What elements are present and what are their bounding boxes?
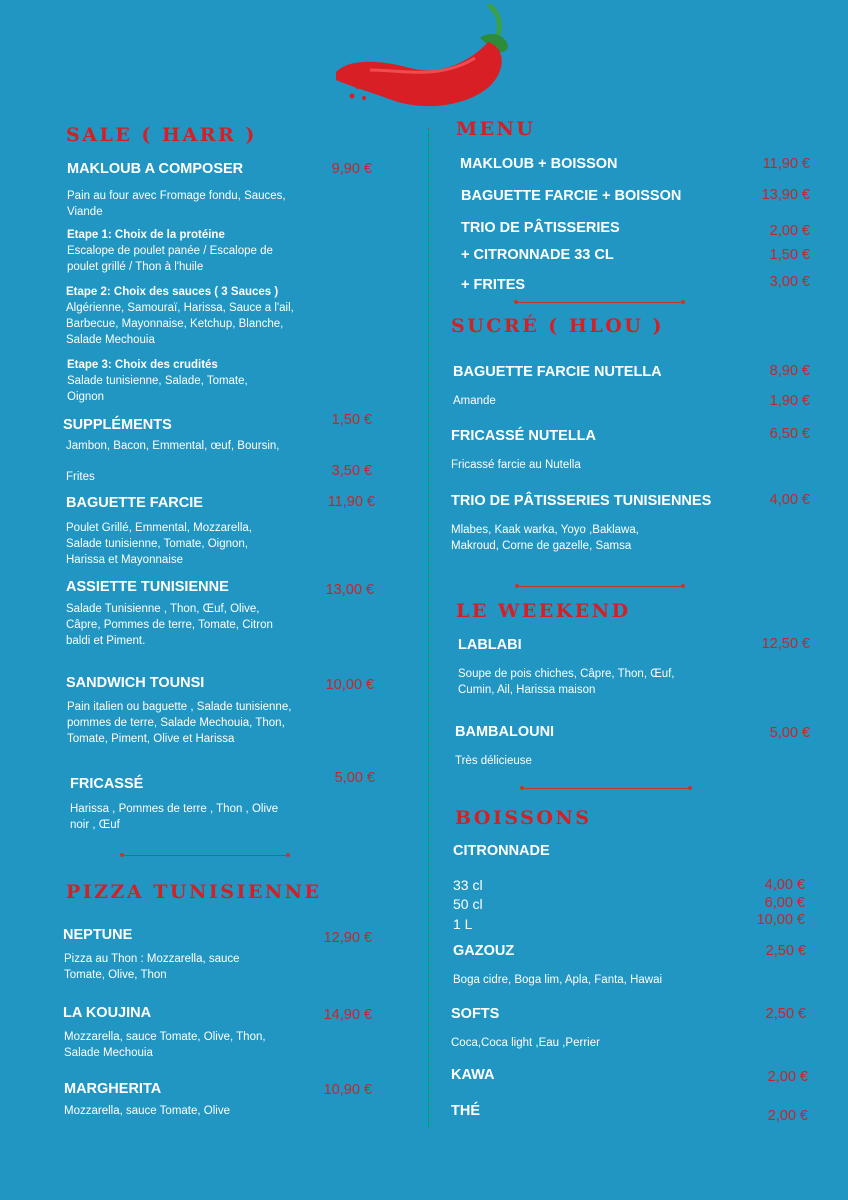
item-desc-lablabi: Soupe de pois chiches, Câpre, Thon, Œuf, Cumin, Ail, Harissa maison xyxy=(458,668,675,696)
item-desc-neptune: Pizza au Thon : Mozzarella, sauce Tomate, Olive, Thon xyxy=(64,953,240,981)
item-price-neptune: 12,90 € xyxy=(323,930,372,946)
citronnade-price-33: 4,00 € xyxy=(764,877,805,893)
item-desc-bambalouni: Très délicieuse xyxy=(455,755,532,767)
item-price-makloub: 9,90 € xyxy=(331,161,372,177)
item-name-supplements: SUPPLÉMENTS xyxy=(63,417,172,433)
item-name-koujina: LA KOUJINA xyxy=(63,1005,152,1021)
item-price-kawa: 2,00 € xyxy=(767,1069,808,1085)
step3-text: Salade tunisienne, Salade, Tomate, Oignon xyxy=(67,375,248,403)
menu-item-name-2: TRIO DE PÂTISSERIES xyxy=(461,220,620,236)
divider xyxy=(522,788,690,789)
item-name-fricasse-nutella: FRICASSÉ NUTELLA xyxy=(451,428,596,444)
item-price-fricasse: 5,00 € xyxy=(334,770,375,786)
citronnade-price-50: 6,00 € xyxy=(764,895,805,911)
section-title-boissons: BOISSONS xyxy=(455,807,592,829)
menu-item-price-1: 13,90 € xyxy=(761,187,810,203)
section-title-menu: MENU xyxy=(456,118,536,140)
section-title-sucre: SUCRÉ ( HLOU ) xyxy=(451,315,664,337)
item-name-fricasse: FRICASSÉ xyxy=(70,776,144,792)
citronnade-size-50: 50 cl xyxy=(453,896,483,912)
item-price-trio: 4,00 € xyxy=(769,492,810,508)
section-title-weekend: LE WEEKEND xyxy=(456,600,631,622)
menu-item-name-3: + CITRONNADE 33 CL xyxy=(461,247,614,263)
item-desc-softs: Coca,Coca light ,Eau ,Perrier xyxy=(451,1037,600,1049)
item-desc-koujina: Mozzarella, sauce Tomate, Olive, Thon, Salade Mechouia xyxy=(64,1031,266,1059)
item-price-sandwich: 10,00 € xyxy=(325,677,374,693)
step3-title: Etape 3: Choix des crudités xyxy=(67,359,218,371)
section-title-sale: SALE ( HARR ) xyxy=(66,124,257,146)
item-price-amande: 1,90 € xyxy=(769,393,810,409)
item-name-baguette: BAGUETTE FARCIE xyxy=(66,495,203,511)
divider xyxy=(517,586,683,587)
item-name-sandwich: SANDWICH TOUNSI xyxy=(66,675,205,691)
item-desc-trio: Mlabes, Kaak warka, Yoyo ,Baklawa, Makroud, Corne de gazelle, Samsa xyxy=(451,524,639,552)
step1-text: Escalope de poulet panée / Escalope de poulet grillé / Thon à l'huile xyxy=(67,245,273,273)
menu-item-price-3: 1,50 € xyxy=(769,247,810,263)
item-desc-baguette: Poulet Grillé, Emmental, Mozzarella, Salade tunisienne, Tomate, Oignon, Harissa et Mayonnaise xyxy=(66,522,252,566)
item-desc-margherita: Mozzarella, sauce Tomate, Olive xyxy=(64,1105,230,1117)
citronnade-price-1l: 10,00 € xyxy=(756,912,805,928)
chili-pepper-icon xyxy=(330,0,510,115)
menu-item-price-0: 11,90 € xyxy=(762,156,810,172)
menu-item-name-1: BAGUETTE FARCIE + BOISSON xyxy=(461,188,682,204)
item-price-softs: 2,50 € xyxy=(765,1006,806,1022)
item-name-trio: TRIO DE PÂTISSERIES TUNISIENNES xyxy=(451,493,712,509)
item-name-kawa: KAWA xyxy=(451,1067,495,1083)
item-name-gazouz: GAZOUZ xyxy=(453,943,515,959)
citronnade-size-1l: 1 L xyxy=(453,916,473,932)
item-desc-assiette: Salade Tunisienne , Thon, Œuf, Olive, Câpre, Pommes de terre, Tomate, Citron baldi et Piment. xyxy=(66,603,273,647)
item-desc-sandwich: Pain italien ou baguette , Salade tunisienne, pommes de terre, Salade Mechouia, Thon, Tomate, Piment, Olive et Harissa xyxy=(67,701,292,745)
item-name-frites: Frites xyxy=(66,471,95,483)
item-desc-fricasse-nutella: Fricassé farcie au Nutella xyxy=(451,459,581,471)
item-price-assiette: 13,00 € xyxy=(325,582,374,598)
section-title-pizza: PIZZA TUNISIENNE xyxy=(66,881,322,903)
menu-item-name-4: + FRITES xyxy=(461,277,526,293)
item-price-koujina: 14,90 € xyxy=(323,1007,372,1023)
item-desc-makloub: Pain au four avec Fromage fondu, Sauces, Viande xyxy=(67,190,286,218)
menu-item-price-4: 3,00 € xyxy=(769,274,810,290)
item-name-assiette: ASSIETTE TUNISIENNE xyxy=(66,579,229,595)
citronnade-size-33: 33 cl xyxy=(453,877,483,893)
item-desc-gazouz: Boga cidre, Boga lim, Apla, Fanta, Hawai xyxy=(453,974,663,986)
divider xyxy=(516,302,683,303)
item-name-softs: SOFTS xyxy=(451,1006,500,1022)
item-price-bambalouni: 5,00 € xyxy=(769,725,810,741)
item-name-margherita: MARGHERITA xyxy=(64,1081,162,1097)
item-desc-supplements: Jambon, Bacon, Emmental, œuf, Boursin, xyxy=(66,440,280,452)
step2-title: Etape 2: Choix des sauces ( 3 Sauces ) xyxy=(66,286,279,298)
item-price-frites: 3,50 € xyxy=(331,463,372,479)
item-name-bambalouni: BAMBALOUNI xyxy=(455,724,555,740)
divider xyxy=(122,855,288,856)
item-price-supplements: 1,50 € xyxy=(331,412,372,428)
item-name-baguette-nutella: BAGUETTE FARCIE NUTELLA xyxy=(453,364,662,380)
item-name-lablabi: LABLABI xyxy=(458,637,522,653)
item-price-baguette-nutella: 8,90 € xyxy=(769,363,810,379)
step2-text: Algérienne, Samouraï, Harissa, Sauce a l'ail, Barbecue, Mayonnaise, Ketchup, Blanche, Salade Mechouia xyxy=(66,302,294,346)
item-name-makloub: MAKLOUB A COMPOSER xyxy=(67,161,244,177)
item-price-gazouz: 2,50 € xyxy=(765,943,806,959)
item-price-margherita: 10,90 € xyxy=(323,1082,372,1098)
item-desc-fricasse: Harissa , Pommes de terre , Thon , Olive noir , Œuf xyxy=(70,803,279,831)
item-price-the: 2,00 € xyxy=(767,1108,808,1124)
item-name-citronnade: CITRONNADE xyxy=(453,843,550,859)
menu-item-name-0: MAKLOUB + BOISSON xyxy=(460,156,618,172)
menu-item-price-2: 2,00 € xyxy=(769,223,810,239)
item-name-neptune: NEPTUNE xyxy=(63,927,133,943)
item-price-lablabi: 12,50 € xyxy=(761,636,810,652)
item-price-fricasse-nutella: 6,50 € xyxy=(769,426,810,442)
item-name-the: THÉ xyxy=(451,1103,480,1119)
step1-title: Etape 1: Choix de la protéine xyxy=(67,229,225,241)
column-divider xyxy=(428,128,429,1128)
item-name-amande: Amande xyxy=(453,395,496,407)
item-price-baguette: 11,90 € xyxy=(327,494,375,510)
